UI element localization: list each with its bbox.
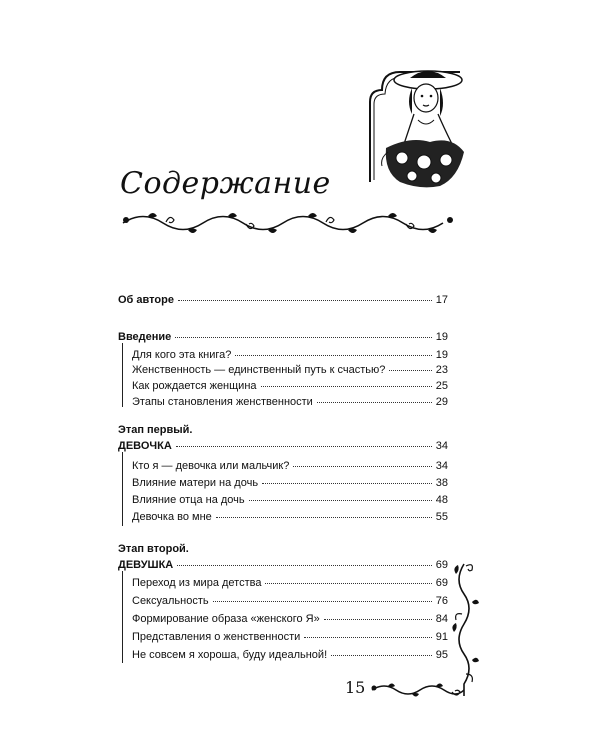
dot-leader <box>235 355 431 356</box>
toc-entry[interactable] <box>132 649 448 661</box>
toc-entry[interactable] <box>132 577 448 589</box>
page-title: Содержание <box>120 166 331 201</box>
toc-entry[interactable] <box>132 511 448 523</box>
toc-entry[interactable] <box>132 396 448 408</box>
toc-entry-page: 55 <box>435 511 448 523</box>
toc-entry-label: Представления о женственности <box>132 631 301 643</box>
section-heading: Этап второй. <box>118 543 189 555</box>
toc-entry[interactable] <box>132 460 448 472</box>
toc-entry-label: ДЕВОЧКА <box>118 440 172 452</box>
dot-leader <box>324 619 432 620</box>
toc-entry-page: 69 <box>435 577 448 589</box>
page-number: 15 <box>345 678 366 697</box>
vine-ornament-icon <box>118 208 458 238</box>
toc-entry[interactable] <box>132 364 448 376</box>
dot-leader <box>178 300 432 301</box>
dot-leader <box>304 637 431 638</box>
toc-entry-page: 29 <box>435 396 448 408</box>
toc-entry-label: Об авторе <box>118 294 174 306</box>
section-bracket <box>122 571 123 663</box>
toc-entry-page: 19 <box>435 331 448 343</box>
dot-leader <box>213 601 432 602</box>
toc-entry-intro[interactable] <box>118 331 448 343</box>
toc-entry-page: 48 <box>435 494 448 506</box>
toc-entry-page: 38 <box>435 477 448 489</box>
toc-entry-page: 69 <box>435 559 448 571</box>
vine-ornament-icon <box>450 560 480 700</box>
toc-entry-page: 25 <box>435 380 448 392</box>
dot-leader <box>293 466 431 467</box>
dot-leader <box>265 583 431 584</box>
toc-entry[interactable] <box>132 613 448 625</box>
toc-entry[interactable] <box>132 349 448 361</box>
toc-entry-label: Влияние отца на дочь <box>132 494 245 506</box>
dot-leader <box>261 386 432 387</box>
toc-entry-about-author[interactable] <box>118 294 448 306</box>
toc-entry-label: Женственность — единственный путь к счастью? <box>132 364 386 376</box>
dot-leader <box>176 446 432 447</box>
toc-entry-page: 34 <box>435 440 448 452</box>
vine-ornament-icon <box>368 680 468 700</box>
dot-leader <box>389 370 431 371</box>
toc-entry-page: 91 <box>435 631 448 643</box>
woman-illustration <box>360 62 470 192</box>
toc-entry-page: 95 <box>435 649 448 661</box>
toc-entry-page: 17 <box>435 294 448 306</box>
toc-entry-page: 34 <box>435 460 448 472</box>
toc-entry-label: Влияние матери на дочь <box>132 477 259 489</box>
dot-leader <box>262 483 432 484</box>
toc-entry-label: Введение <box>118 331 172 343</box>
toc-entry[interactable] <box>132 380 448 392</box>
toc-entry[interactable] <box>132 631 448 643</box>
section-bracket <box>122 343 123 407</box>
toc-entry-page: 23 <box>435 364 448 376</box>
toc-entry-label: Как рождается женщина <box>132 380 257 392</box>
dot-leader <box>216 517 432 518</box>
toc-entry-page: 76 <box>435 595 448 607</box>
dot-leader <box>175 337 431 338</box>
toc-entry-stage2[interactable] <box>118 559 448 571</box>
toc-entry[interactable] <box>132 494 448 506</box>
toc-entry[interactable] <box>132 477 448 489</box>
toc-entry-label: Формирование образа «женского Я» <box>132 613 320 625</box>
toc-entry-label: Не совсем я хороша, буду идеальной! <box>132 649 328 661</box>
section-bracket <box>122 452 123 526</box>
toc-entry-page: 84 <box>435 613 448 625</box>
dot-leader <box>317 402 432 403</box>
toc-entry-label: ДЕВУШКА <box>118 559 174 571</box>
toc-entry-label: Девочка во мне <box>132 511 212 523</box>
dot-leader <box>249 500 432 501</box>
section-heading: Этап первый. <box>118 424 193 436</box>
toc-entry-page: 19 <box>435 349 448 361</box>
dot-leader <box>177 565 431 566</box>
toc-entry-stage1[interactable] <box>118 440 448 452</box>
toc-entry-label: Для кого эта книга? <box>132 349 232 361</box>
toc-entry-label: Кто я — девочка или мальчик? <box>132 460 290 472</box>
toc-entry[interactable] <box>132 595 448 607</box>
toc-entry-label: Сексуальность <box>132 595 209 607</box>
toc-entry-label: Этапы становления женственности <box>132 396 313 408</box>
toc-entry-label: Переход из мира детства <box>132 577 262 589</box>
dot-leader <box>331 655 432 656</box>
